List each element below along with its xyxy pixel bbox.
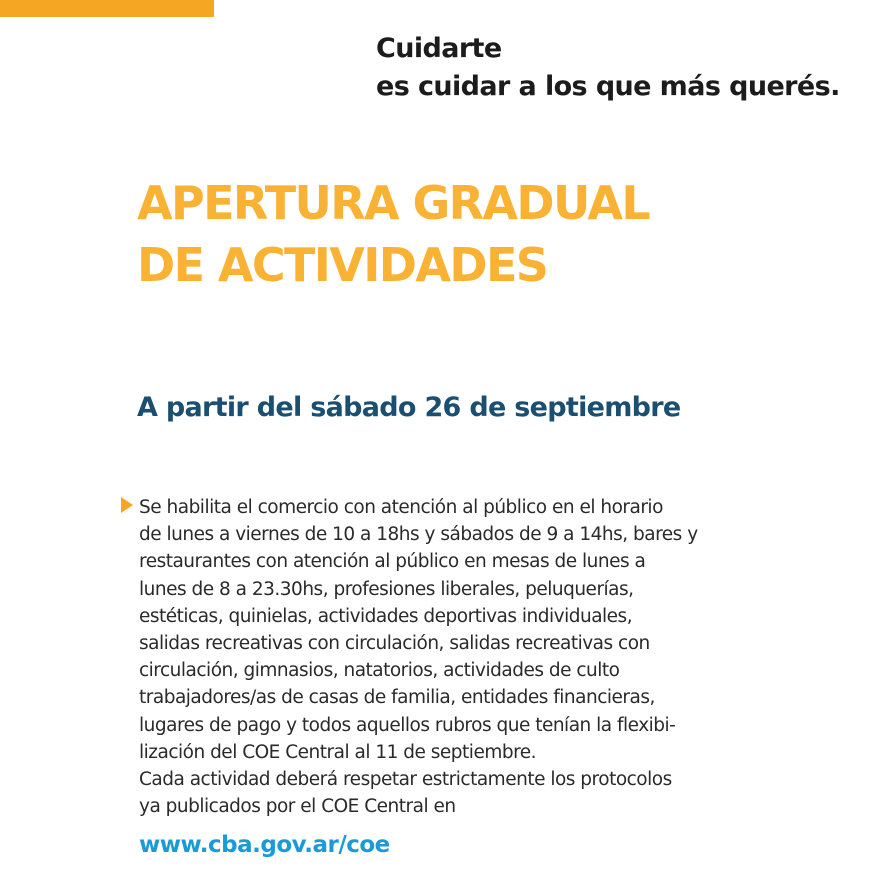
body-line: de lunes a viernes de 10 a 18hs y sábados de 9 a 14hs, bares y <box>139 524 698 546</box>
body-line: lugares de pago y todos aquellos rubros que tenían la flexibi- <box>139 714 676 736</box>
main-title <box>137 172 649 296</box>
coe-website-link[interactable]: www.cba.gov.ar/coe <box>139 832 390 858</box>
bullet-triangle-icon <box>121 497 133 513</box>
body-line: lunes de 8 a 23.30hs, profesiones liberales, peluquerías, <box>139 578 634 600</box>
main-title-line-1: APERTURA GRADUAL <box>137 176 650 230</box>
body-paragraph <box>139 494 819 820</box>
body-line: circulación, gimnasios, natatorios, actividades de culto <box>139 660 620 682</box>
main-title-line-2: DE ACTIVIDADES <box>137 238 548 292</box>
body-line: estéticas, quinielas, actividades deportivas individuales, <box>139 605 633 627</box>
body-line: Se habilita el comercio con atención al público en el horario <box>139 497 663 518</box>
body-line: salidas recreativas con circulación, salidas recreativas con <box>139 633 650 655</box>
body-line: restaurantes con atención al público en mesas de lunes a <box>139 551 646 573</box>
body-line: ya publicados por el COE Central en <box>139 796 456 818</box>
body-line: Cada actividad deberá respetar estrictamente los protocolos <box>139 769 672 791</box>
tagline <box>376 30 840 106</box>
body-line: trabajadores/as de casas de familia, entidades financieras, <box>139 687 655 709</box>
tagline-line-2: es cuidar a los que más querés. <box>376 71 840 102</box>
date-subtitle: A partir del sábado 26 de septiembre <box>137 392 681 423</box>
tagline-line-1: Cuidarte <box>376 33 502 64</box>
body-line: lización del COE Central al 11 de septiembre. <box>139 741 537 763</box>
top-accent-bar <box>0 0 214 17</box>
